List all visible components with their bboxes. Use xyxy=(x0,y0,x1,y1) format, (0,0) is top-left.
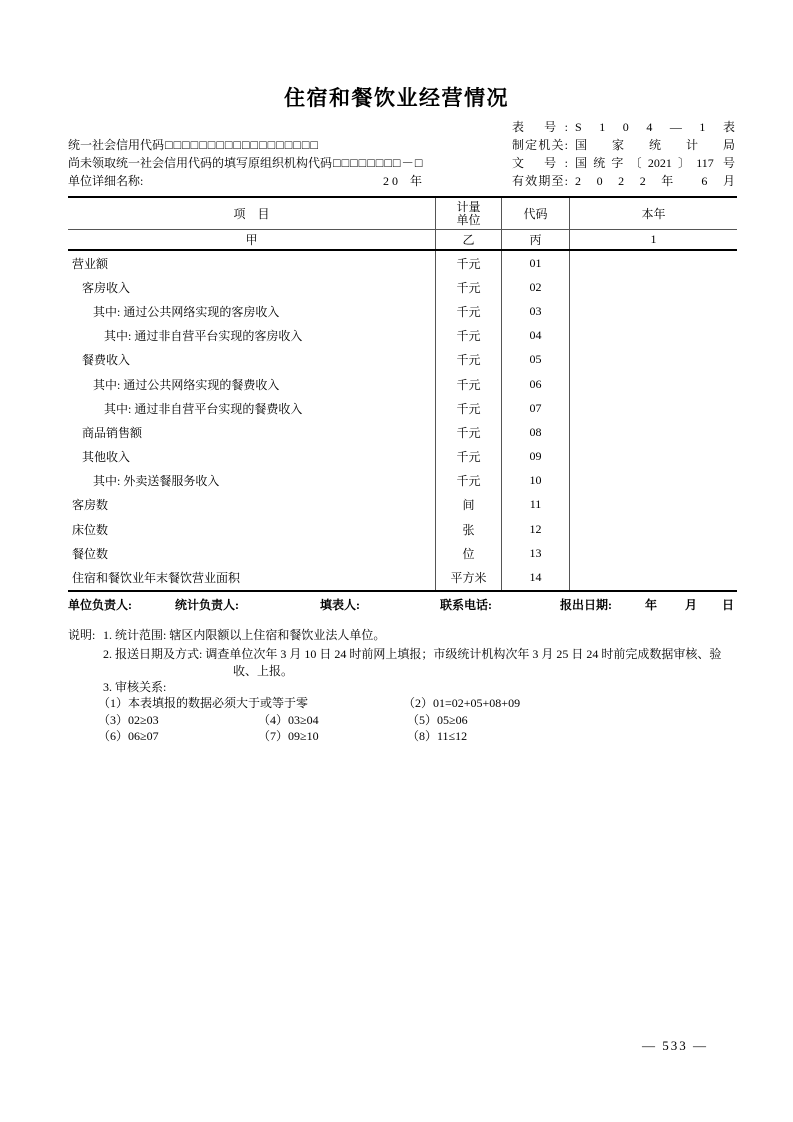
row-label: 餐位数 xyxy=(68,541,436,565)
row-value xyxy=(570,420,737,444)
col-header-item: 项 目 xyxy=(68,198,436,229)
row-label: 其他收入 xyxy=(68,445,436,469)
row-value xyxy=(570,445,737,469)
doc-number-label: 文 号: xyxy=(512,156,568,170)
credit-code-label: 统一社会信用代码 xyxy=(68,138,165,152)
row-unit: 千元 xyxy=(436,348,502,372)
table-row xyxy=(68,372,737,396)
note-2: 2. 报送日期及方式: 调查单位次年 3 月 10 日 24 时前网上填报；市级统计机构次年 3 月 25 日 24 时前完成数据审核、验 xyxy=(103,647,722,661)
row-label: 客房数 xyxy=(68,493,436,517)
row-code: 10 xyxy=(502,469,570,493)
row-unit: 张 xyxy=(436,517,502,541)
signature-year: 年 xyxy=(645,598,658,612)
note-2-continuation: 收、上报。 xyxy=(233,664,294,678)
row-unit: 千元 xyxy=(436,469,502,493)
row-code: 11 xyxy=(502,493,570,517)
validity-label: 有效期至: xyxy=(512,174,568,188)
row-label: 其中: 通过非自营平台实现的客房收入 xyxy=(68,324,436,348)
row-code: 13 xyxy=(502,541,570,565)
table-row xyxy=(68,299,737,323)
row-unit: 千元 xyxy=(436,275,502,299)
credit-code-line xyxy=(68,136,448,154)
row-label: 住宿和餐饮业年末餐饮营业面积 xyxy=(68,565,436,589)
row-value xyxy=(570,469,737,493)
row-label: 商品销售额 xyxy=(68,420,436,444)
row-label: 餐费收入 xyxy=(68,348,436,372)
check-4: （4）03≥04 xyxy=(258,713,319,727)
form-code-label: 表 号: xyxy=(512,120,568,134)
table-subheader-row xyxy=(68,230,737,251)
check-5: （5）05≥06 xyxy=(407,713,468,727)
row-unit: 千元 xyxy=(436,299,502,323)
col-header-code: 代码 xyxy=(502,198,570,229)
row-unit: 千元 xyxy=(436,324,502,348)
row-code: 05 xyxy=(502,348,570,372)
subheader-current-year: 1 xyxy=(650,232,657,246)
issuer-row xyxy=(512,136,735,154)
check-2: （2）01=02+05+08+09 xyxy=(403,696,521,710)
form-code-value: S 1 0 4 — 1 表 xyxy=(575,120,735,134)
subheader-item: 甲 xyxy=(68,230,436,249)
doc-number-value: 国统字〔2021〕117 号 xyxy=(575,156,735,170)
row-value xyxy=(570,517,737,541)
statistics-table xyxy=(68,196,737,592)
table-row xyxy=(68,324,737,348)
row-unit: 千元 xyxy=(436,372,502,396)
doc-number-row xyxy=(512,154,735,172)
check-1: （1）本表填报的数据必须大于或等于零 xyxy=(98,696,309,710)
page-number: — 533 — xyxy=(642,1038,708,1053)
row-code: 06 xyxy=(502,372,570,396)
row-value xyxy=(570,541,737,565)
signature-row xyxy=(0,594,793,616)
row-unit: 位 xyxy=(436,541,502,565)
signature-unit-head: 单位负责人: xyxy=(68,598,132,612)
signature-stats-head: 统计负责人: xyxy=(175,598,239,612)
table-row xyxy=(68,275,737,299)
table-row xyxy=(68,517,737,541)
col-header-current-year: 本年 xyxy=(641,207,666,221)
issuer-value: 国 家 统 计 局 xyxy=(575,138,735,152)
org-code-label: 尚未领取统一社会信用代码的填写原组织机构代码 xyxy=(68,156,333,170)
check-8: （8）11≤12 xyxy=(407,729,468,743)
row-label: 营业额 xyxy=(68,251,436,275)
row-code: 08 xyxy=(502,420,570,444)
notes-label: 说明: xyxy=(68,628,96,642)
report-year: 2 0 年 xyxy=(383,174,423,188)
row-code: 14 xyxy=(502,565,570,589)
note-1: 1. 统计范围: 辖区内限额以上住宿和餐饮业法人单位。 xyxy=(103,628,386,642)
table-row xyxy=(68,251,737,275)
row-value xyxy=(570,493,737,517)
row-label: 床位数 xyxy=(68,517,436,541)
row-code: 01 xyxy=(502,251,570,275)
row-unit: 千元 xyxy=(436,251,502,275)
check-7: （7）09≥10 xyxy=(258,729,319,743)
row-code: 03 xyxy=(502,299,570,323)
credit-code-boxes: □□□□□□□□□□□□□□□□□□ xyxy=(165,138,319,152)
row-unit: 间 xyxy=(436,493,502,517)
row-label: 其中: 通过非自营平台实现的餐费收入 xyxy=(68,396,436,420)
signature-day: 日 xyxy=(722,598,735,612)
check-3: （3）02≥03 xyxy=(98,713,159,727)
signature-phone: 联系电话: xyxy=(440,598,492,612)
row-value xyxy=(570,372,737,396)
validity-row xyxy=(512,172,735,190)
row-label: 其中: 通过公共网络实现的餐费收入 xyxy=(68,372,436,396)
row-code: 07 xyxy=(502,396,570,420)
form-code-row xyxy=(512,118,735,136)
table-row xyxy=(68,445,737,469)
subheader-code: 丙 xyxy=(502,230,570,249)
row-code: 02 xyxy=(502,275,570,299)
table-row xyxy=(68,541,737,565)
row-value xyxy=(570,396,737,420)
row-label: 其中: 外卖送餐服务收入 xyxy=(68,469,436,493)
validity-value: 2 0 2 2 年 6 月 xyxy=(575,174,735,188)
unit-name-label: 单位详细名称: xyxy=(68,174,144,188)
row-label: 其中: 通过公共网络实现的客房收入 xyxy=(68,299,436,323)
signature-month: 月 xyxy=(685,598,698,612)
table-row xyxy=(68,396,737,420)
col-header-unit: 计量 单位 xyxy=(436,198,502,229)
notes xyxy=(68,628,758,748)
unit-name-line xyxy=(68,172,448,190)
row-value xyxy=(570,348,737,372)
header-right xyxy=(512,118,735,190)
row-value xyxy=(570,275,737,299)
table-row xyxy=(68,493,737,517)
issuer-label: 制定机关: xyxy=(512,138,568,152)
row-code: 12 xyxy=(502,517,570,541)
org-code-boxes: □□□□□□□□－□ xyxy=(333,156,424,170)
subheader-unit: 乙 xyxy=(436,230,502,249)
row-unit: 平方米 xyxy=(436,565,502,589)
table-row xyxy=(68,420,737,444)
table-row xyxy=(68,469,737,493)
row-value xyxy=(570,299,737,323)
row-label: 客房收入 xyxy=(68,275,436,299)
row-value xyxy=(570,251,737,275)
signature-report-date: 报出日期: xyxy=(560,598,612,612)
note-3: 3. 审核关系: xyxy=(103,680,167,694)
signature-preparer: 填表人: xyxy=(320,598,360,612)
header-left xyxy=(68,136,448,190)
row-code: 04 xyxy=(502,324,570,348)
row-value xyxy=(570,565,737,589)
row-value xyxy=(570,324,737,348)
org-code-line xyxy=(68,154,448,172)
row-unit: 千元 xyxy=(436,396,502,420)
table-header-row xyxy=(68,198,737,230)
check-6: （6）06≥07 xyxy=(98,729,159,743)
row-unit: 千元 xyxy=(436,420,502,444)
table-row xyxy=(68,565,737,589)
row-unit: 千元 xyxy=(436,445,502,469)
form-title: 住宿和餐饮业经营情况 xyxy=(284,87,509,110)
row-code: 09 xyxy=(502,445,570,469)
table-row xyxy=(68,348,737,372)
